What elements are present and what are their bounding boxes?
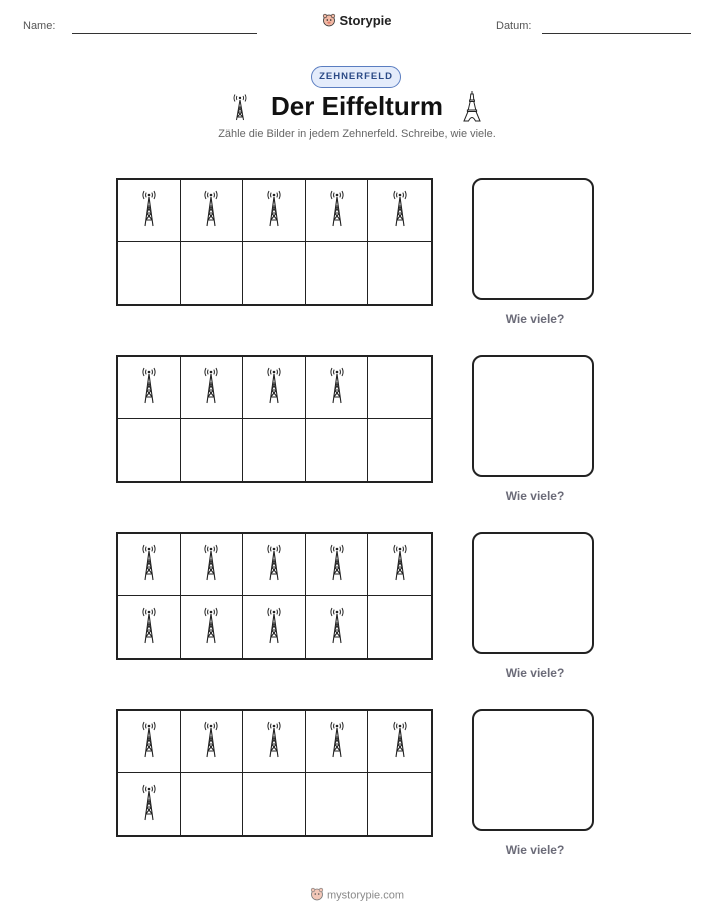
answer-label: Wie viele? <box>505 666 565 680</box>
frame-cell <box>368 180 431 242</box>
ten-frame <box>116 355 433 483</box>
frame-cell <box>243 711 306 773</box>
frame-cell <box>118 596 181 658</box>
frame-cell <box>181 419 244 481</box>
category-badge: ZEHNERFELD <box>311 66 401 88</box>
frame-cell <box>181 242 244 304</box>
date-field[interactable] <box>542 33 691 34</box>
frame-cell <box>306 180 369 242</box>
radio-tower-icon <box>139 782 159 827</box>
radio-tower-icon <box>264 188 284 233</box>
frame-cell <box>181 534 244 596</box>
frame-cell <box>118 711 181 773</box>
answer-label: Wie viele? <box>505 489 565 503</box>
answer-box[interactable] <box>472 709 594 831</box>
frame-cell <box>118 357 181 419</box>
radio-tower-icon <box>390 719 410 764</box>
radio-tower-icon <box>139 719 159 764</box>
date-label: Datum: <box>496 20 532 32</box>
radio-tower-icon <box>201 188 221 233</box>
radio-tower-icon <box>264 719 284 764</box>
brand <box>0 13 714 30</box>
radio-tower-icon <box>390 188 410 233</box>
frame-cell <box>243 242 306 304</box>
footer <box>0 887 714 904</box>
frame-cell <box>368 419 431 481</box>
radio-tower-icon <box>139 542 159 587</box>
frame-cell <box>118 419 181 481</box>
answer-box[interactable] <box>472 532 594 654</box>
frame-cell <box>181 180 244 242</box>
frame-cell <box>368 534 431 596</box>
storypie-logo-icon <box>310 887 324 904</box>
eiffel-tower-icon <box>461 90 483 127</box>
ten-frame <box>116 178 433 306</box>
frame-cell <box>118 534 181 596</box>
answer-box[interactable] <box>472 355 594 477</box>
radio-tower-icon <box>139 365 159 410</box>
radio-tower-icon <box>264 605 284 650</box>
frame-cell <box>368 242 431 304</box>
frame-cell <box>118 180 181 242</box>
frame-cell <box>306 711 369 773</box>
ten-frame <box>116 709 433 837</box>
radio-tower-icon <box>390 542 410 587</box>
answer-box[interactable] <box>472 178 594 300</box>
radio-tower-icon <box>327 365 347 410</box>
frame-cell <box>243 180 306 242</box>
radio-tower-icon <box>201 605 221 650</box>
radio-tower-icon <box>327 605 347 650</box>
instructions: Zähle die Bilder in jedem Zehnerfeld. Schreibe, wie viele. <box>218 128 496 140</box>
frame-cell <box>306 357 369 419</box>
frame-cell <box>118 773 181 835</box>
frame-cell <box>118 242 181 304</box>
frame-cell <box>243 419 306 481</box>
radio-tower-icon <box>327 542 347 587</box>
frame-cell <box>368 711 431 773</box>
storypie-logo-icon <box>322 13 336 30</box>
frame-cell <box>306 596 369 658</box>
radio-tower-icon <box>139 188 159 233</box>
answer-label: Wie viele? <box>505 312 565 326</box>
radio-tower-icon <box>327 188 347 233</box>
footer-site: mystorypie.com <box>326 889 405 902</box>
frame-cell <box>368 773 431 835</box>
ten-frame <box>116 532 433 660</box>
radio-tower-icon <box>327 719 347 764</box>
radio-tower-icon <box>201 365 221 410</box>
frame-cell <box>243 596 306 658</box>
frame-cell <box>306 419 369 481</box>
worksheet-title: Der Eiffelturm <box>271 91 443 121</box>
radio-tower-icon <box>201 719 221 764</box>
frame-cell <box>306 773 369 835</box>
frame-cell <box>181 357 244 419</box>
frame-cell <box>368 596 431 658</box>
frame-cell <box>243 534 306 596</box>
radio-tower-icon <box>139 605 159 650</box>
frame-cell <box>181 773 244 835</box>
frame-cell <box>181 711 244 773</box>
name-field[interactable] <box>72 33 257 34</box>
radio-tower-icon <box>201 542 221 587</box>
answer-label: Wie viele? <box>505 843 565 857</box>
frame-cell <box>243 357 306 419</box>
frame-cell <box>306 242 369 304</box>
frame-cell <box>243 773 306 835</box>
frame-cell <box>181 596 244 658</box>
name-label: Name: <box>23 20 56 32</box>
frame-cell <box>306 534 369 596</box>
radio-tower-icon <box>264 365 284 410</box>
frame-cell <box>368 357 431 419</box>
radio-tower-icon <box>264 542 284 587</box>
brand-name: Storypie <box>339 13 392 28</box>
